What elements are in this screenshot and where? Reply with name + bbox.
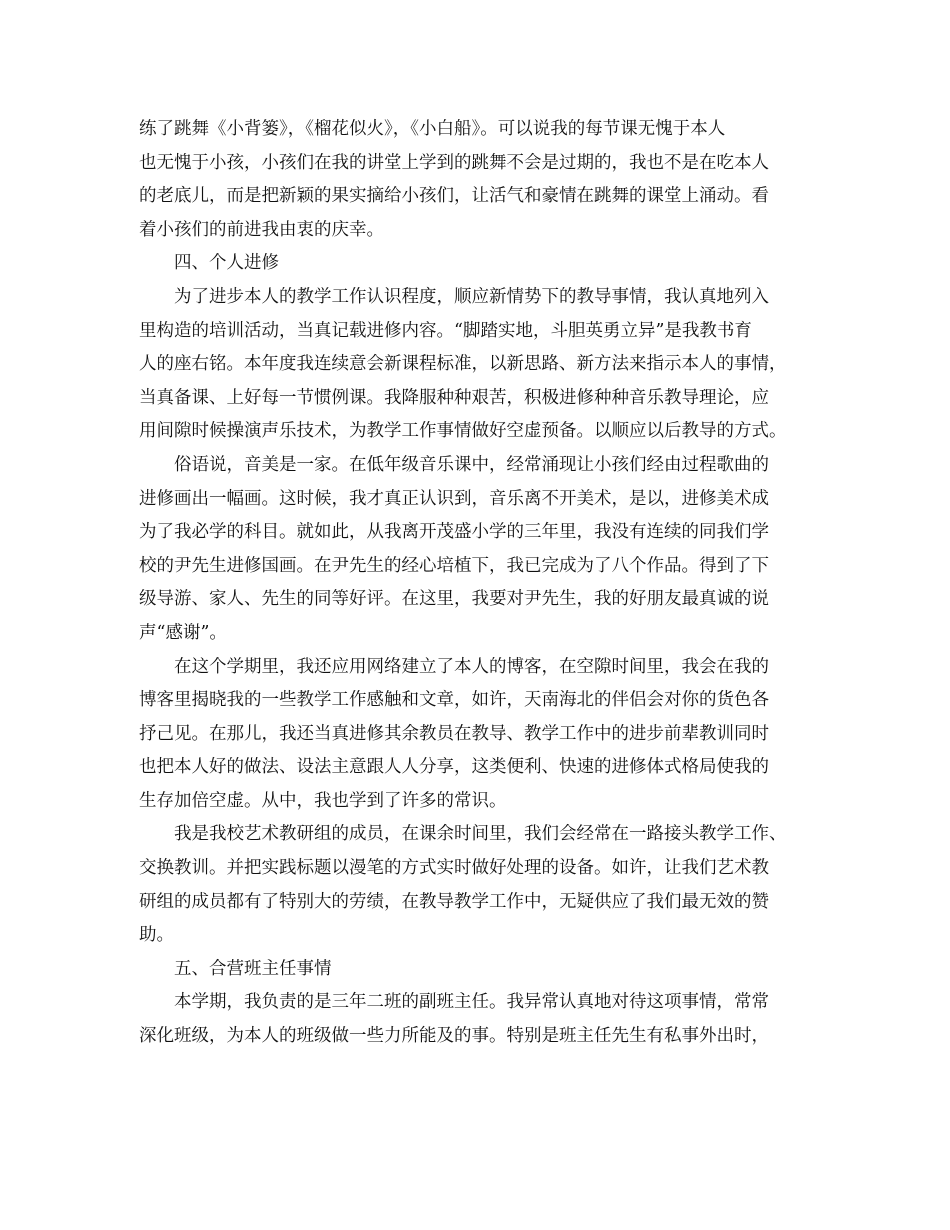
text-line: 本学期，我负责的是三年二班的副班主任。我异常认真地对待这项事情，常常 xyxy=(174,992,769,1013)
text-line: 助。 xyxy=(139,925,174,946)
text-line: 深化班级，为本人的班级做一些力所能及的事。特别是班主任先生有私事外出时， xyxy=(139,1026,769,1047)
text-line: 也无愧于小孩，小孩们在我的讲堂上学到的跳舞不会是过期的，我也不是在吃本人 xyxy=(139,152,769,173)
text-line: 为了进步本人的教学工作认识程度，顺应新情势下的教导事情，我认真地列入 xyxy=(174,286,769,307)
text-line: 抒己见。在那儿，我还当真进修其余教员在教导、教学工作中的进步前辈教训同时 xyxy=(139,723,769,744)
text-line: 人的座右铭。本年度我连续意会新课程标准，以新思路、新方法来指示本人的事情， xyxy=(139,354,787,375)
text-line: 我是我校艺术教研组的成员，在课余时间里，我们会经常在一路接头教学工作、 xyxy=(174,824,787,845)
body-text xyxy=(139,113,829,1054)
text-line: 级导游、家人、先生的同等好评。在这里，我要对尹先生，我的好朋友最真诚的说 xyxy=(139,589,769,610)
text-line: 练了跳舞《小背篓》，《榴花似火》，《小白船》。可以说我的每节课无愧于本人 xyxy=(139,119,726,139)
text-line: 研组的成员都有了特别大的劳绩，在教导教学工作中，无疑供应了我们最无效的赞 xyxy=(139,891,769,912)
text-line: 也把本人好的做法、设法主意跟人人分享，这类便利、快速的进修体式格局使我的 xyxy=(139,757,769,778)
text-line: 交换教训。并把实践标题以漫笔的方式实时做好处理的设备。如许，让我们艺术教 xyxy=(139,858,769,879)
text-line: 为了我必学的科目。就如此，从我离开茂盛小学的三年里，我没有连续的同我们学 xyxy=(139,522,769,543)
text-line: 四、个人进修 xyxy=(174,253,279,274)
text-line: 当真备课、上好每一节惯例课。我降服种种艰苦，积极进修种种音乐教导理论，应 xyxy=(139,387,769,408)
text-line: 声“感谢”。 xyxy=(139,622,227,643)
text-line: 进修画出一幅画。这时候，我才真正认识到，音乐离不开美术，是以，进修美术成 xyxy=(139,488,769,509)
text-line: 生存加倍空虚。从中，我也学到了许多的常识。 xyxy=(139,790,507,811)
text-line: 着小孩们的前进我由衷的庆幸。 xyxy=(139,219,384,240)
text-line: 用间隙时候操演声乐技术，为教学工作事情做好空虚预备。以顺应以后教导的方式。 xyxy=(139,421,787,442)
text-line: 里构造的培训活动，当真记载进修内容。“脚踏实地，斗胆英勇立异”是我教书育 xyxy=(139,320,752,341)
text-line: 五、合营班主任事情 xyxy=(174,958,332,979)
text-line: 在这个学期里，我还应用网络建立了本人的博客，在空隙时间里，我会在我的 xyxy=(174,656,769,677)
text-line: 校的尹先生进修国画。在尹先生的经心培植下，我已完成为了八个作品。得到了下 xyxy=(139,555,769,576)
text-line: 俗语说，音美是一家。在低年级音乐课中，经常涌现让小孩们经由过程歌曲的 xyxy=(174,454,769,475)
text-line: 博客里揭晓我的一些教学工作感触和文章，如许，天南海北的伴侣会对你的货色各 xyxy=(139,690,769,711)
text-line: 的老底儿，而是把新颖的果实摘给小孩们，让活气和豪情在跳舞的课堂上涌动。看 xyxy=(139,186,769,207)
